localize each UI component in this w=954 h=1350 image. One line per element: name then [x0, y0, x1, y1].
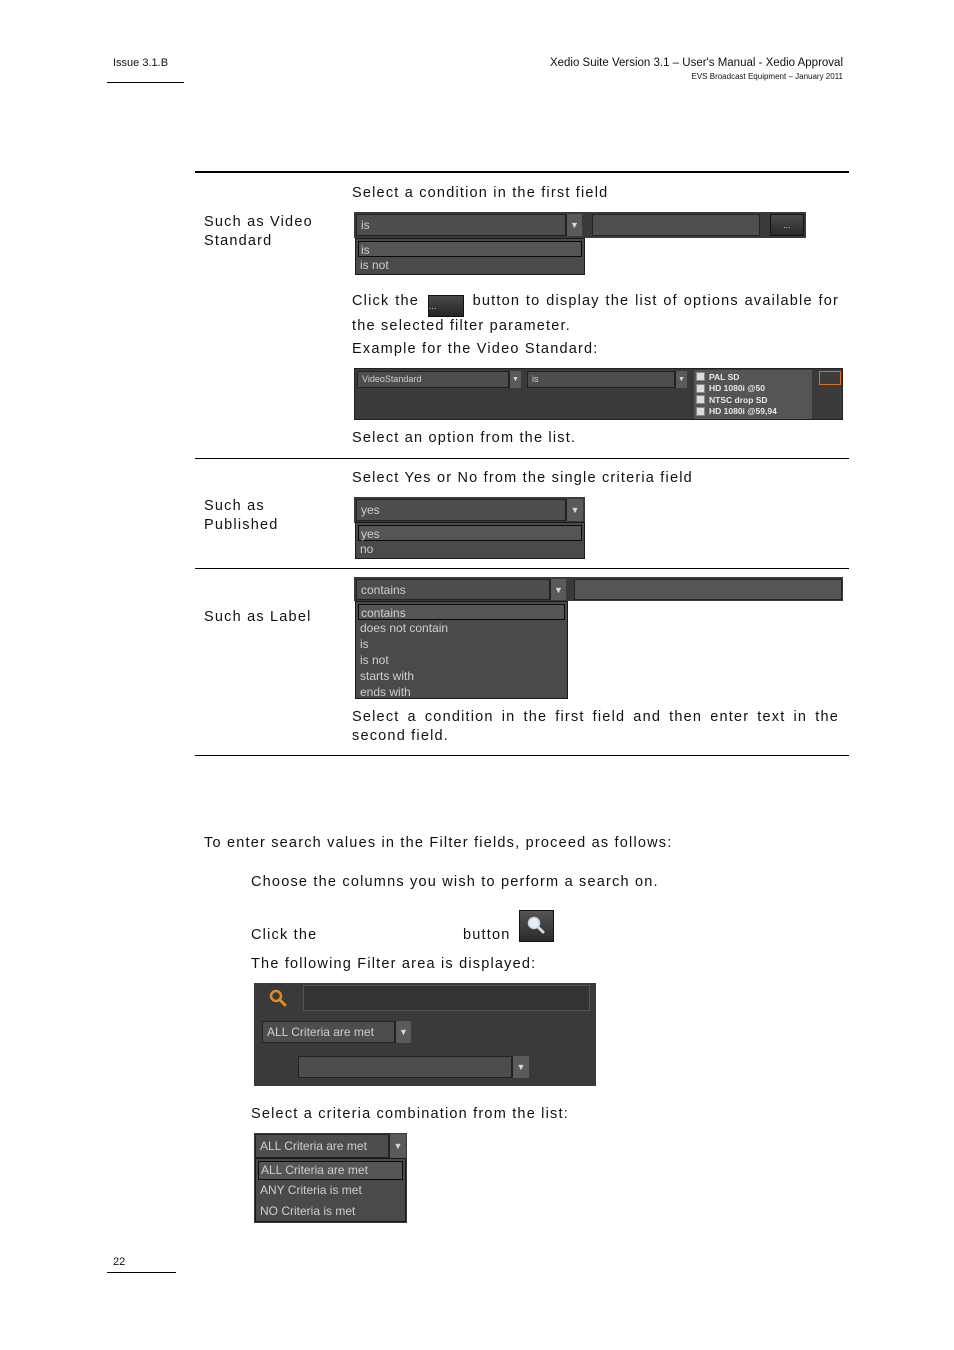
row-label-video-standard: Such as Video Standard	[204, 214, 313, 249]
issue-label: Issue 3.1.B	[113, 57, 169, 69]
list-item[interactable]: is	[360, 637, 369, 651]
list-item[interactable]: no	[360, 542, 374, 556]
label-widget	[354, 577, 843, 601]
chevron-down-icon[interactable]: ▼	[512, 1056, 529, 1078]
row-published-step1: Select Yes or No from the single criteria field	[352, 470, 693, 486]
option-hd-1080i-5994[interactable]: HD 1080i @59,94	[696, 406, 810, 418]
chevron-down-icon[interactable]: ▼	[395, 1021, 411, 1043]
chevron-down-icon[interactable]: ▼	[389, 1134, 406, 1158]
condition-widget	[354, 212, 806, 238]
row-label-published: Such as Published	[204, 498, 279, 533]
document-title: Xedio Suite Version 3.1 – User's Manual - Xedio Approval	[549, 57, 843, 69]
chevron-down-icon[interactable]: ▼	[509, 371, 521, 388]
label-options-list	[355, 601, 568, 699]
table-bottom-rule	[195, 755, 849, 756]
chevron-down-icon[interactable]: ▼	[566, 214, 582, 236]
document-subtitle: EVS Broadcast Equipment – January 2011	[691, 72, 843, 81]
magnifier-icon	[520, 911, 553, 941]
browse-button-inline: ...	[428, 295, 464, 317]
footer-rule	[107, 1272, 176, 1273]
search-button-image	[519, 910, 554, 942]
list-item[interactable]: yes	[358, 525, 582, 541]
list-item[interactable]: contains	[358, 604, 565, 620]
chevron-down-icon[interactable]: ▼	[566, 499, 583, 521]
list-item[interactable]: NO Criteria is met	[260, 1204, 356, 1218]
row-video-example-caption: Example for the Video Standard:	[352, 341, 599, 357]
table-row-divider	[195, 568, 849, 569]
option-pal-sd[interactable]: PAL SD	[696, 371, 810, 383]
procedure-step-1: Choose the columns you wish to perform a search on.	[251, 874, 659, 890]
table-top-rule	[195, 171, 849, 173]
chevron-down-icon[interactable]: ▼	[550, 579, 566, 600]
field-combo[interactable]: VideoStandard	[357, 371, 509, 388]
criteria-combo[interactable]: ALL Criteria are met	[255, 1134, 389, 1158]
published-widget	[354, 497, 585, 523]
page-number: 22	[113, 1256, 126, 1268]
published-combo[interactable]: yes	[356, 499, 566, 521]
search-icon	[266, 987, 290, 1009]
criteria-options-list	[255, 1158, 406, 1222]
chevron-down-icon[interactable]: ▼	[675, 371, 687, 388]
table-row-divider	[195, 458, 849, 459]
list-item[interactable]: ANY Criteria is met	[260, 1183, 362, 1197]
procedure-step-2-b: button	[463, 927, 511, 943]
browse-options-button-highlighted[interactable]	[819, 371, 841, 385]
condition-options-list	[355, 238, 585, 275]
filter-search-field[interactable]	[303, 985, 590, 1011]
list-item[interactable]: ALL Criteria are met	[258, 1161, 403, 1180]
row-video-select-option: Select an option from the list.	[352, 430, 577, 446]
condition-combo-value: is	[361, 218, 370, 232]
label-text-field[interactable]	[574, 579, 842, 600]
option-hd-1080i-50[interactable]: HD 1080i @50	[696, 383, 810, 395]
row-label-instruction: Select a condition in the first field and then enter text in the second field.	[352, 709, 839, 744]
header-rule	[107, 82, 184, 83]
video-standard-checklist	[694, 370, 812, 419]
browse-options-button[interactable]: ...	[770, 214, 804, 236]
row-video-step1: Select a condition in the first field	[352, 185, 609, 201]
filter-area-widget	[254, 983, 596, 1086]
list-item[interactable]: ends with	[360, 685, 411, 699]
published-options-list	[355, 522, 585, 559]
filter-column-combo[interactable]	[298, 1056, 512, 1078]
list-item[interactable]: is not	[360, 653, 389, 667]
condition-combo[interactable]: is	[527, 371, 675, 388]
label-condition-combo[interactable]: contains	[356, 579, 550, 600]
condition-combo[interactable]	[356, 214, 566, 236]
list-item[interactable]: does not contain	[360, 621, 449, 635]
row-video-click-instruction: Click the ... button to display the list of options available for the selected filter parameter.	[352, 293, 840, 334]
value-field[interactable]	[592, 214, 760, 236]
criteria-dropdown-widget	[254, 1133, 407, 1223]
list-item[interactable]: is not	[360, 258, 389, 272]
procedure-step-2-a: Click the	[251, 927, 318, 943]
list-item[interactable]: is	[358, 241, 582, 257]
video-standard-example-widget	[354, 368, 843, 420]
option-ntsc-drop-sd[interactable]: NTSC drop SD	[696, 394, 810, 406]
procedure-step-3: The following Filter area is displayed:	[251, 956, 537, 972]
list-item[interactable]: starts with	[360, 669, 415, 683]
procedure-step-4: Select a criteria combination from the list:	[251, 1106, 569, 1122]
row-label-label: Such as Label	[204, 609, 312, 625]
procedure-intro: To enter search values in the Filter fields, proceed as follows:	[204, 835, 673, 851]
criteria-combo[interactable]: ALL Criteria are met	[262, 1021, 395, 1043]
